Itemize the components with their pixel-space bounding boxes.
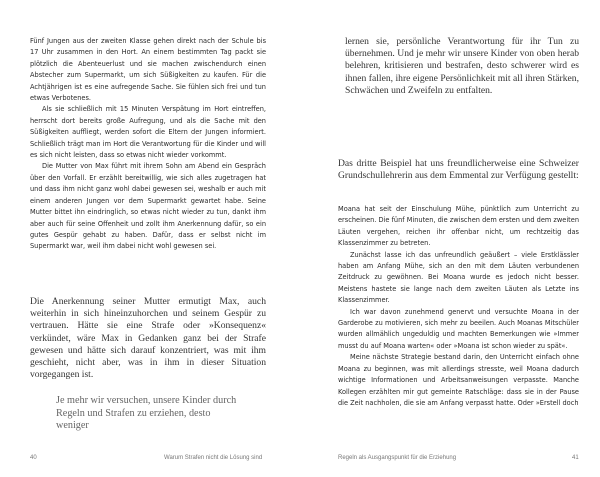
paragraph: Als sie schließlich mit 15 Minuten Verspätung im Hort eintreffen, herrscht dort bereits große Aufregung, und als die Sache mit den Süßigkeiten auffliegt, werden sofort die Eltern der Jungen informiert. Schließlich trägt man im Hort die Verantwortung für die Kinder und will es sich nicht leisten, dass so etwas nicht wieder vorkommt. [30, 105, 266, 160]
left-serif-paragraph: Die Anerkennung seiner Mutter ermutigt Max, auch weiterhin in sich hineinzuhorchen und seinem Gespür zu vertrauen. Hätte sie eine Strafe oder »Konsequenz« verkündet, wäre Max in Gedanken ganz bei der Strafe gewesen und hätte sich darauf konzentriert, was mit ihm geschieht, nicht aber, was in ihm in dieser Situation vorgegangen ist. [30, 296, 266, 381]
paragraph: Zunächst lasse ich das unfreundlich geäußert – viele Erstklässler haben am Anfang Mühe, sich an den mit dem Läuten verbundenen Zeitdruck zu gewöhnen. Bei Moana wurde es jedoch nicht besser. Meistens hastete sie lange nach dem zweiten Läuten als Letzte ins Klassenzimmer. [338, 250, 579, 305]
right-sans-text [338, 204, 579, 409]
right-page [300, 0, 600, 477]
paragraph: Die Mutter von Max führt mit ihrem Sohn am Abend ein Gespräch über den Vorfall. Er erzählt bereitwillig, wie sich alles zugetragen hat und dass ihm nicht ganz wohl dabei gewesen sei, weshalb er auch mit einem anderen Jungen vor dem Supermarkt gewartet habe. Seine Mutter bittet ihn eindringlich, so etwas nicht wieder zu tun, dankt ihm aber auch für seine Offenheit und zollt ihm Anerkennung dafür, so ein gutes Gespür gehabt zu haben. Dafür, dass er selbst nicht im Supermarkt war, weil ihm dabei nicht wohl gewesen sei. [30, 162, 266, 251]
right-serif-continuation: lernen sie, persönliche Verantwortung für ihr Tun zu übernehmen. Und je mehr wir unsere Kinder von oben herab belehren, kritisieren und bestrafen, desto schwerer wird es ihnen fallen, ihre eigene Persönlichkeit mit all ihren Stärken, Schwächen und Zweifeln zu entfalten. [345, 36, 579, 96]
paragraph: Fünf Jungen aus der zweiten Klasse gehen direkt nach der Schule bis 17 Uhr zusammen in den Hort. An einem bestimmten Tag packt sie plötzlich die Abenteuerlust und sie machen zwischendurch einen Abstecher zum Supermarkt, um sich Süßigkeiten zu kaufen. Für die Achtjährigen ist es eine aufregende Sache. Sie fühlen sich frei und tun etwas Verbotenes. [30, 37, 266, 103]
left-sans-text [30, 36, 266, 253]
pull-quote: Je mehr wir versuchen, unsere Kinder durch Regeln und Strafen zu erziehen, desto weniger [56, 395, 237, 432]
page-number-left: 40 [30, 455, 37, 461]
paragraph: Meine nächste Strategie bestand darin, den Unterricht einfach ohne Moana zu beginnen, was mit allerdings stresste, weil Moana dadurch wichtige Informationen und Arbeitsanweisungen verpasste. Manche Kollegen erzählten mir gut gemeinte Ratschläge: dass sie in der Pause die Zeit nachholen, die sie am Anfang verpasst hatte. Oder »Erstell doch [338, 353, 579, 407]
paragraph: Moana hat seit der Einschulung Mühe, pünktlich zum Unterricht zu erscheinen. Die fünf Minuten, die zwischen dem ersten und dem zweiten Läuten vergehen, reichen ihr offenbar nicht, um rechtzeitig das Klassenzimmer zu betreten. [338, 205, 579, 248]
paragraph: Ich war davon zunehmend genervt und versuchte Moana in der Garderobe zu motivieren, sich mehr zu beeilen. Auch Moanas Mitschüler wurden allmählich ungeduldig und machten Bemerkungen wie »Immer musst du auf Moana warten« oder »Moana ist schon wieder zu spät«. [338, 307, 579, 350]
page-number-right: 41 [572, 455, 579, 461]
running-title-right: Regeln als Ausgangspunkt für die Erziehung [338, 455, 457, 461]
running-title-left: Warum Strafen nicht die Lösung sind [164, 455, 263, 461]
right-serif-intro: Das dritte Beispiel hat uns freundlicherweise eine Schweizer Grundschullehrerin aus dem Emmental zur Verfügung gestellt: [338, 158, 579, 182]
